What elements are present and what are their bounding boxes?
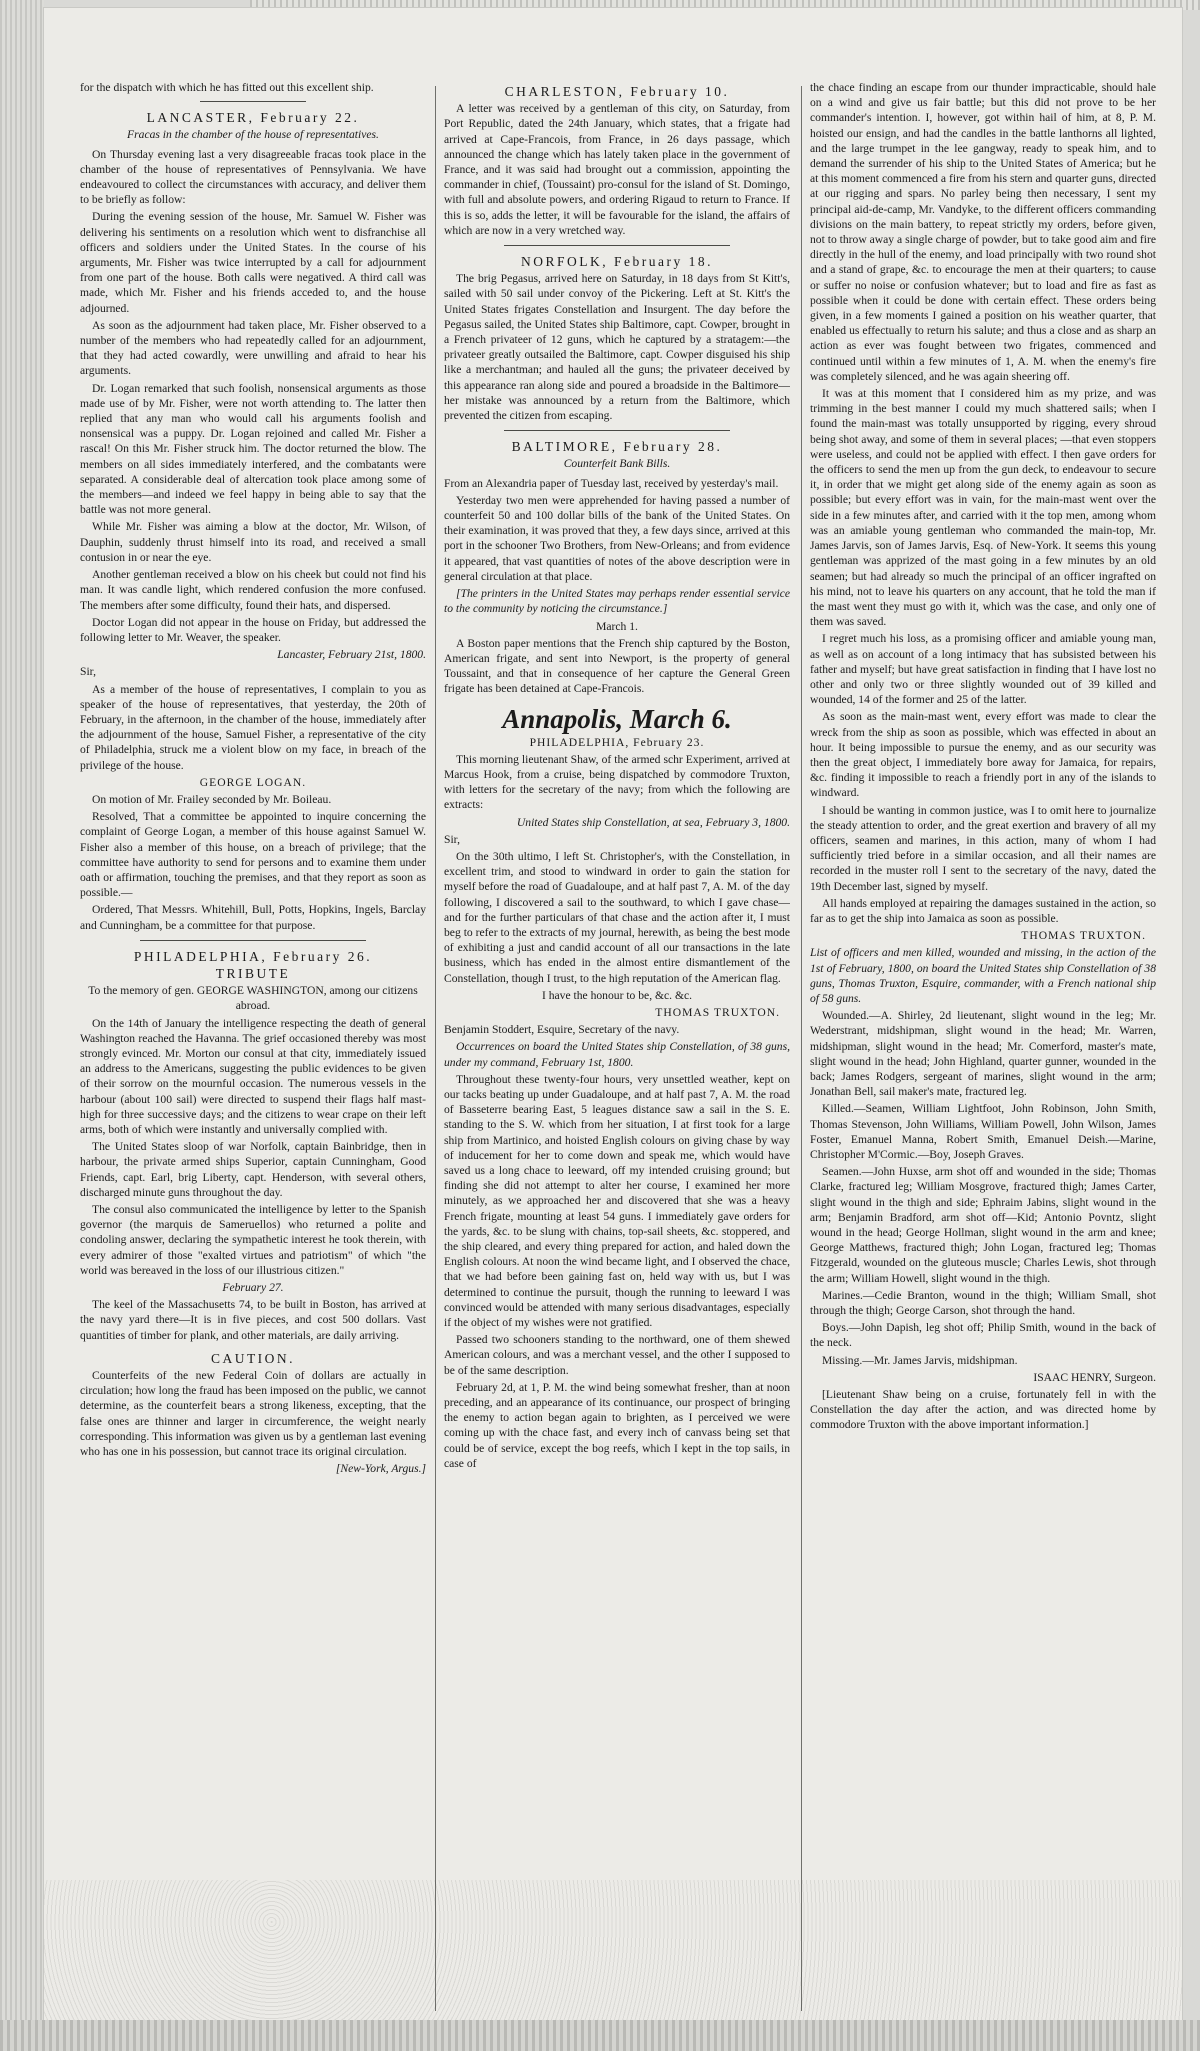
column-rule <box>801 86 802 2011</box>
paragraph: On motion of Mr. Frailey seconded by Mr. Boileau. <box>92 792 332 806</box>
paragraph: This morning lieutenant Shaw, of the armed schr Experiment, arrived at Marcus Hook, from a cruise, being dispatched by commodore Truxton, with letters for the secretary of the navy; from which the following are extracts: <box>444 752 790 812</box>
paragraph: As soon as the main-mast went, every effort was made to clear the wreck from the ship as soon as possible, which was effected in about an hour. It being impossible to pursue the enemy, and as our security was then the great object, I immediately bore away for Jamaica, for repairs, &c. finding it impossible to reach a friendly port in any of the islands to windward. <box>810 710 1156 800</box>
paragraph: The United States sloop of war Norfolk, captain Bainbridge, then in harbour, the private armed ships Superior, captain Cunningham, Good Friends, capt. Earl, brig Liberty, capt. Henderson, with several others, discharged minute guns throughout the day. <box>80 1140 426 1199</box>
philadelphia-heading: PHILADELPHIA, February 26. <box>133 948 373 964</box>
letter-closing: I have the honour to be, &c. &c. <box>541 988 693 1002</box>
column-3 <box>810 80 1156 2015</box>
paragraph: Resolved, That a committee be appointed to inquire concerning the complaint of George Logan, a member of this house against Samuel W. Fisher also a member of this house, on a breach of privilege; that the committee have authority to send for persons and to examine them under oath or affirmation, touching the premises, and that they report as soon as possible.— <box>80 810 426 900</box>
paragraph: February 2d, at 1, P. M. the wind being somewhat fresher, than at noon preceding, and an appearance of its continuance, our prospect of bringing the enemy to action began again to brighten, as I perceived we were coming up with the chace fast, and every inch of canvass being set that could be of service, except the bog reefs, which I kept in the top sails, in case of <box>444 1380 790 1470</box>
dateline: PHILADELPHIA, February 23. <box>529 735 705 749</box>
letter-signature: GEORGE LOGAN. <box>199 775 307 789</box>
paragraph: The consul also communicated the intelligence by letter to the Spanish governor (the marquis de Sameruellos) who returned a polite and condoling answer, declaring the sympathetic interest he took therein, with every admirer of those "exalted virtues and patriotism" of which "the world was bereaved in the loss of our illustrious citizen." <box>80 1203 426 1277</box>
seamen-list: Seamen.—John Huxse, arm shot off and wounded in the side; Thomas Clarke, fractured leg; William Mosgrove, fractured thigh; James Carter, slight wound in the thigh and side; Ephraim Jabins, slight wound in the arm; Benjamin Bradford, arm shot off—Kid; Antonio Povntz, slight wound in the head; George Hollman, slight wound in the arm and knee; George Matthews, fractured thigh; John Logan, fractured leg; Thomas Fitzgerald, wounded on the gluteous muscle; Charles Lewis, shot through the arm; William Howell, slight wound in the thigh. <box>810 1165 1156 1285</box>
paragraph: The keel of the Massachusetts 74, to be built in Boston, has arrived at the navy yard there—It is in five pieces, and cost 500 dollars. Vast quantities of timber for plank, and other materials, are daily arriving. <box>80 1298 426 1342</box>
divider <box>504 430 730 431</box>
paragraph: Throughout these twenty-four hours, very unsettled weather, kept on our tacks beating up under Guadaloupe, and at half past 7, A. M. the road of Basseterre bearing East, 5 leagues distance saw a sail in the S. E. standing to the S. W. which from her situation, I at first took for a large ship from Martinico, and hoisted English colours on giving chase by way of inducement for her to come down and speak me, which would have saved us a long chace to leeward, off my intended cruising ground; but finding she did not attempt to alter her course, I examined her more minutely, as we approached her and discovered that she was a heavy French frigate, mounting at least 54 guns. I immediately gave orders for the yards, &c. to be slung with chains, top-sail sheets, &c. stoppered, and the ship cleared, and every thing prepared for action, and haled down the English colours. At noon the wind became light, and I observed the chace, that we had before been gaining fast on, held way with us, but I was determined to continue the pursuit, though the running to leeward I was convinced would be attended with many serious disadvantages, especially if the object of my wishes were not gratified. <box>444 1072 790 1330</box>
dateline: February 27. <box>222 1281 284 1295</box>
killed-list: Killed.—Seamen, William Lightfoot, John Robinson, John Smith, Thomas Stevenson, John Williams, William Powell, John Wilson, James Foster, Emanuel Manna, Robert Smith, Emanuel Deish.—Marine, Christopher M'Cormic.—Boy, Joseph Graves. <box>810 1102 1156 1162</box>
paragraph: A letter was received by a gentleman of this city, on Saturday, from Port Republic, dated the 24th January, which states, that a frigate had arrived at Cape-Francois, from France, in 26 days passage, which announced the change which has lately taken place in the government of France, and it was said had brought out a commission, appointing the commander in chief, (Toussaint) pro-consul for the island of St. Domingo, with full and absolute powers, and ordering Rigaud to return to France. If this is so, adds the letter, it will be favourable for the island, the affairs of which are now in a very wretched way. <box>444 102 790 237</box>
page-gutter <box>0 0 44 2051</box>
paragraph: It was at this moment that I considered him as my prize, and was trimming in the best manner I could my much shattered sails; when I found the main-mast was totally unsupported by rigging, every shroud being shot away, and some of them in several places; —that even stoppers were useless, and could not be applied with effect. I then gave orders for the officers to send the men up from the gun deck, to endeavour to secure it, in order that we might get along side of the enemy again as soon as possible; but every effort was in vain, for the main-mast went over the side in a few minutes after, and carried with it the top men, among whom was an amiable young gentleman who commanded the main-top, Mr. James Jarvis, son of James Jarvis, Esq. of New-York. It seems this young gentleman was apprized of the mast going in a few minutes by an old seamen; but had already so much the principal of an officer ingrafted on his mind, not to leave his quarters on any account, that he told the man if the mast went they must go with it, which was the case, and only one of them was saved. <box>810 387 1156 629</box>
divider <box>140 940 366 941</box>
continued-fragment: for the dispatch with which he has fitted out this excellent ship. <box>80 81 374 94</box>
page-bottom-edge <box>0 2020 1200 2051</box>
lancaster-heading: LANCASTER, February 22. <box>146 110 360 126</box>
paragraph: Yesterday two men were apprehended for having passed a number of counterfeit 50 and 100 dollar bills of the bank of the United States. On their examination, it was proved that they, a few days since, arrived at this port in the schooner Two Brothers, from New-Orleans; and from evidence it appeared, that vast quantities of notes of the above description were in general circulation at that place. <box>444 493 790 583</box>
column-rule <box>435 86 436 2011</box>
newspaper-page <box>44 8 1182 2020</box>
baltimore-heading: BALTIMORE, February 28. <box>511 439 723 455</box>
source-credit: [New-York, Argus.] <box>335 1462 426 1476</box>
journal-heading: Occurrences on board the United States ship Constellation, of 38 guns, under my command, February 1st, 1800. <box>444 1040 790 1069</box>
addressee: Benjamin Stoddert, Esquire, Secretary of the navy. <box>444 1023 680 1037</box>
norfolk-heading: NORFOLK, February 18. <box>521 254 713 270</box>
paragraph: I should be wanting in common justice, was I to omit here to journalize the steady attention to order, and the great exertion and bravery of all my officers, seamen and marines, in this action, many of whom I had sufficiently tried before in a similar occasion, and all their names are recorded in the muster roll I sent to the secretary of the navy, dated the 19th December last, signed by myself. <box>810 803 1156 893</box>
letter-dateline: United States ship Constellation, at sea, February 3, 1800. <box>516 815 790 829</box>
caution-heading: CAUTION. <box>210 1350 296 1366</box>
paragraph: Ordered, That Messrs. Whitehill, Bull, Potts, Hopkins, Ingels, Barclay and Cunningham, be a committee for that purpose. <box>80 903 426 932</box>
closing-note: [Lieutenant Shaw being on a cruise, fortunately fell in with the Constellation the day after the action, and was directed home by commodore Truxton with the above important information.] <box>810 1388 1156 1432</box>
letter-body: As a member of the house of representatives, I complain to you as speaker of the house of representatives, that yesterday, the 20th of February, in the afternoon, in the chamber of the house, immediately after the adjournment of the house, Samuel Fisher, a representative of the city of Philadelphia, struck me a violent blow on my face, in breach of the privilege of the house. <box>80 682 426 772</box>
paragraph: Passed two schooners standing to the northward, one of them shewed American colours, and was a merchant vessel, and the other I supposed to be of the same description. <box>444 1333 790 1377</box>
wounded-list: Wounded.—A. Shirley, 2d lieutenant, slight wound in the leg; Mr. Wederstrant, midshipman, slight wound in the head; Mr. Warren, midshipman, slight wound in the head; Mr. Comerford, master's mate, slight wound in the head; John Highland, quarter gunner, wounded in the back; James Rodgers, sergeant of marines, slight wound in the arm; Jonathan Bell, sail maker's mate, fractured leg. <box>810 1009 1156 1099</box>
paragraph: From an Alexandria paper of Tuesday last, received by yesterday's mail. <box>444 476 779 490</box>
paragraph: I regret much his loss, as a promising officer and amiable young man, as well as on account of a long intimacy that has subsisted between his father and myself; but have great satisfaction in finding that I have lost no other and only two or three slightly wounded out of 39 killed and wounded, 14 of the former and 25 of the latter. <box>810 632 1156 707</box>
dedication: To the memory of gen. GEORGE WASHINGTON, among our citizens abroad. <box>88 984 418 1013</box>
paragraph: While Mr. Fisher was aiming a blow at the doctor, Mr. Wilson, of Dauphin, suddenly thrust himself into its road, and received a small contusion in or near the eye. <box>80 520 426 564</box>
letter-salutation: Sir, <box>444 832 460 846</box>
letter-salutation: Sir, <box>80 665 96 679</box>
paragraph: On Thursday evening last a very disagreeable fracas took place in the chamber of the house of representatives of Pennsylvania. We have endeavoured to collect the circumstances with accuracy, and deliver them to be briefly as follow: <box>80 147 426 207</box>
marines-list: Marines.—Cedie Branton, wound in the thigh; William Small, shot through the thigh; George Carson, shot through the hand. <box>810 1288 1156 1318</box>
divider <box>504 245 730 246</box>
letter-dateline: Lancaster, February 21st, 1800. <box>277 648 426 662</box>
dateline: March 1. <box>596 619 638 633</box>
signature: THOMAS TRUXTON. <box>1021 929 1146 943</box>
paragraph: On the 14th of January the intelligence respecting the death of general Washington reached the Havanna. The grief occasioned thereby was most strongly evinced. Mr. Morton our consul at that city, immediately issued an address to the Americans, suggesting the public evidences to be given of their sorrow on the mournful occasion. The numerous vessels in the harbour (about 100 sail) were directed to suspend their flags half mast-high for three successive days; and the citizens to wear crape on their left arms, both of which were instantly and universally complied with. <box>80 1016 426 1136</box>
lancaster-subheading: Fracas in the chamber of the house of representatives. <box>127 128 379 142</box>
baltimore-subheading: Counterfeit Bank Bills. <box>563 457 671 471</box>
printers-note: [The printers in the United States may perhaps render essential service to the community by noticing the circumstance.] <box>444 587 790 616</box>
column-2 <box>444 84 790 2019</box>
letter-body: On the 30th ultimo, I left St. Christopher's, with the Constellation, in excellent trim, and stood to windward in order to gain the station for myself before the road of Guadaloupe, and at half past 7, A. M. of the day following, I discovered a sail to the southward, to which I gave chase—and for the further particulars of that chase and the action after it, I must beg to refer to the extracts of my journal, herewith, as being the best mode of exhibiting a just and candid account of all our transactions in the late business, which has ended in the almost entire dismantlement of the Constellation, though I trust, to the high reputation of the American flag. <box>444 849 790 985</box>
missing-list: Missing.—Mr. James Jarvis, midshipman. <box>822 1353 1018 1367</box>
tribute-heading: TRIBUTE <box>215 965 291 981</box>
paragraph: The brig Pegasus, arrived here on Saturday, in 18 days from St Kitt's, sailed with 50 sail under convoy of the Pickering. Left at St. Kitt's the United States frigates Constellation and Insurgent. The day before the Pegasus sailed, the United States ship Baltimore, capt. Cowper, brought in a French privateer of 12 guns, which he captured by a stratagem:—the privateer greatly outsailed the Baltimore, capt. Cowper disguised his ship like a merchantman; and hauled all the guns; the privateer deceived by this appearance ran along side and poured a broadside in the Baltimore—her mistake was announced by a return from the Baltimore, which prevented the citizen from escaping. <box>444 272 790 423</box>
paragraph: Dr. Logan remarked that such foolish, nonsensical arguments as those made use of by Mr. Fisher, were not worth attending to. The latter then replied that any man who would call his arguments foolish and nonsensical was a puppy. Dr. Logan rejoined and called Mr. Fisher a rascal! On this Mr. Fisher struck him. The doctor returned the blow. The members on all sides immediately interfered, and the combatants were separated. A considerable deal of altercation took place among some of the members—and indeed we feel happy in being able to say that the battle was not more general. <box>80 381 426 517</box>
paragraph: All hands employed at repairing the damages sustained in the action, so far as to get the ship into Jamaica as soon as possible. <box>810 896 1156 925</box>
paragraph: the chace finding an escape from our thunder impracticable, should hale on a wind and give us fair battle; but this did not prove to be her commander's intention. I, however, got within hail of him, at 8, P. M. hoisted our ensign, and had the candles in the battle lanthorns all lighted, and the large trumpet in the lee gangway, ready to speak him, and to demand the surrender of his ship to the United States of America; but he at this moment commenced a fire from his stern and quarter guns, directed at our rigging and spars. No parley being then necessary, I sent my principal aid-de-camp, Mr. Vandyke, to the different officers commanding divisions on the main battery, to repeat strictly my orders, before given, not to throw away a single charge of powder, but to take good aim and fire directly in the hull of the enemy, and load principally with two round shot and a stand of grape, &c. to encourage the men at their quarters; to cause or suffer no noise or confusion whatever; but to load and fire as fast as possible when it could be done with certain effect. These orders being given, in a few moments I gained a position on his weather quarter, that enabled us effectually to return his salute; and thus a close and as sharp an action as ever was fought between two frigates, commenced and continued until within a few minutes of 1, A. M. when the enemy's fire was completely silenced, and he was again sheering off. <box>810 81 1156 383</box>
annapolis-heading: Annapolis, March 6. <box>502 703 732 734</box>
paragraph: Doctor Logan did not appear in the house on Friday, but addressed the following letter to Mr. Weaver, the speaker. <box>80 615 426 644</box>
paragraph: As soon as the adjournment had taken place, Mr. Fisher observed to a number of the members who had repeatedly called for an adjournment, that they had acted cowardly, were unwilling and afraid to hear his arguments. <box>80 318 426 378</box>
column-1 <box>80 80 426 2015</box>
paragraph: Counterfeits of the new Federal Coin of dollars are actually in circulation; how long the fraud has been imposed on the public, we cannot determine, as the counterfeit bears a strong likeness, excepting, that the false ones are thinner and larger in circumference, the weight nearly corresponding. This information was given us by a gentleman last evening who has one in his possession, but cannot trace its original circulation. <box>80 1369 426 1459</box>
surgeon-signature: ISAAC HENRY, Surgeon. <box>1033 1370 1156 1384</box>
charleston-heading: CHARLESTON, February 10. <box>504 84 730 99</box>
paragraph: Another gentleman received a blow on his cheek but could not find his man. It was candle light, which rendered confusion the more confused. The members after some difficulty, found their hats, and dispersed. <box>80 568 426 612</box>
divider <box>200 101 306 102</box>
paragraph: During the evening session of the house, Mr. Samuel W. Fisher was delivering his sentiments on a resolution which went to disfranchise all officers and soldiers under the United States. In the course of his arguments, Mr. Fisher was twice interrupted by a call for adjournment from one part of the house. Both calls were negatived. A third call was made, which Mr. Fisher and his friends acceded to, and the house adjourned. <box>80 210 426 315</box>
casualty-list-heading: List of officers and men killed, wounded and missing, in the action of the 1st of February, 1800, on board the United States ship Constellation of 38 guns, Thomas Truxton, Esquire, commander, with a French national ship of 58 guns. <box>810 946 1156 1005</box>
paragraph: A Boston paper mentions that the French ship captured by the Boston, American frigate, and sent into Newport, is the property of general Toussaint, and that in consequence of her capture the General Green frigate has been detained at Cape-Francois. <box>444 636 790 696</box>
boys-list: Boys.—John Dapish, leg shot off; Philip Smith, wound in the back of the neck. <box>810 1321 1156 1350</box>
letter-signature: THOMAS TRUXTON. <box>655 1005 780 1019</box>
